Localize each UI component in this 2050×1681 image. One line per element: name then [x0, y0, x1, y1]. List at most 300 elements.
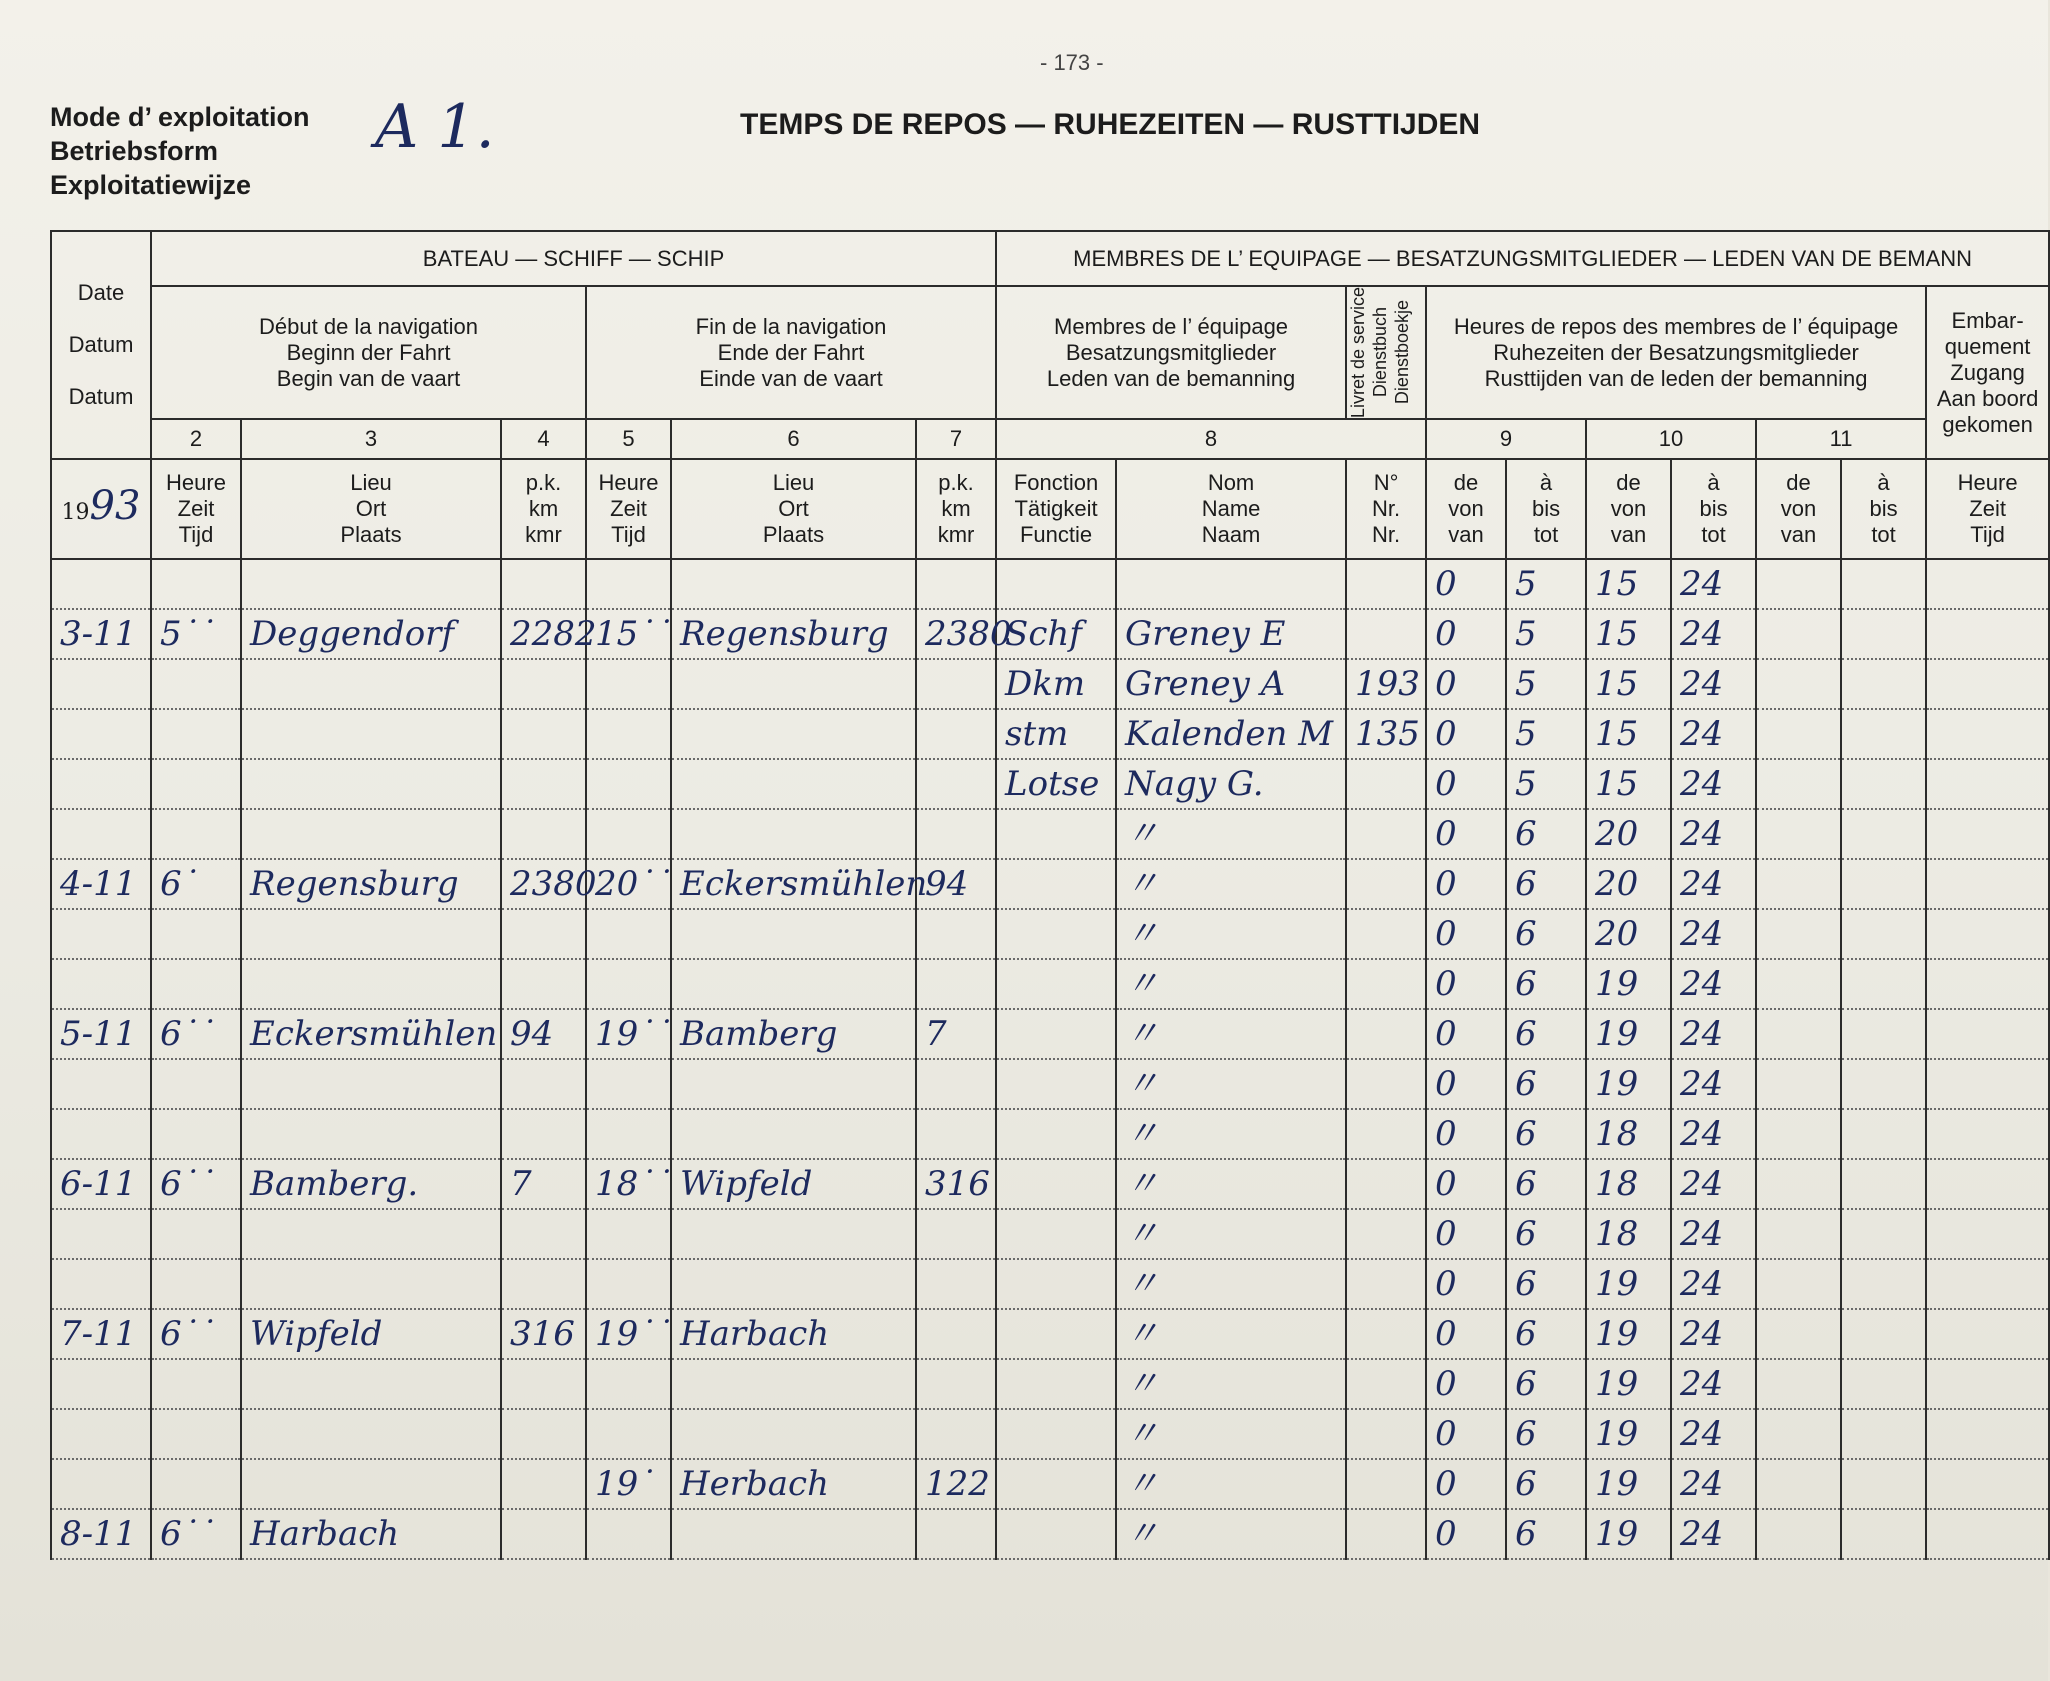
cell-lieu1	[241, 709, 501, 759]
cell-fonction	[996, 1109, 1116, 1159]
cell-r9de: 0	[1426, 559, 1506, 609]
cell-r10de: 18	[1586, 1209, 1671, 1259]
cell-r10de: 19	[1586, 1059, 1671, 1109]
cell-nr	[1346, 809, 1426, 859]
mode-value: A 1.	[375, 92, 495, 162]
cell-lieu1	[241, 1109, 501, 1159]
cell-r9a: 6	[1506, 1009, 1586, 1059]
cell-pk1	[501, 659, 586, 709]
cell-nom: Nagy G.	[1116, 759, 1346, 809]
log-rows	[51, 559, 2049, 1559]
cell-lieu2	[671, 1059, 916, 1109]
cell-empty	[1841, 609, 1926, 659]
cell-r9a: 6	[1506, 1259, 1586, 1309]
cell-nom: 〃	[1116, 1459, 1346, 1509]
cell-lieu1	[241, 759, 501, 809]
cell-heure2	[586, 959, 671, 1009]
table-row	[51, 1159, 2049, 1209]
cell-fonction	[996, 1409, 1116, 1459]
cell-r9de: 0	[1426, 1309, 1506, 1359]
table-row	[51, 1459, 2049, 1509]
cell-pk2: 122	[916, 1459, 996, 1509]
cell-nom: 〃	[1116, 809, 1346, 859]
cell-empty	[1756, 1209, 1841, 1259]
cell-r9a: 6	[1506, 1309, 1586, 1359]
year-cell: 1993	[51, 459, 151, 559]
cell-nr	[1346, 1059, 1426, 1109]
cell-date	[51, 659, 151, 709]
cell-nom: 〃	[1116, 1259, 1346, 1309]
cell-lieu1: Deggendorf	[241, 609, 501, 659]
cell-heure2: 19˙˙	[586, 1309, 671, 1359]
cell-heure1	[151, 809, 241, 859]
cell-lieu1	[241, 1059, 501, 1109]
cell-fonction	[996, 1509, 1116, 1559]
cell-lieu1: Bamberg.	[241, 1159, 501, 1209]
cell-empty	[1756, 809, 1841, 859]
cell-empty	[1926, 909, 2049, 959]
cell-pk1	[501, 1059, 586, 1109]
cell-heure2	[586, 1109, 671, 1159]
cell-r9de: 0	[1426, 1259, 1506, 1309]
cell-r10de: 15	[1586, 659, 1671, 709]
cell-r10de: 19	[1586, 1459, 1671, 1509]
cell-r10a: 24	[1671, 1509, 1756, 1559]
page-title: TEMPS DE REPOS — RUHEZEITEN — RUSTTIJDEN	[740, 108, 1481, 141]
cell-pk1: 2380	[501, 859, 586, 909]
cell-pk2: 2380	[916, 609, 996, 659]
cell-nom	[1116, 559, 1346, 609]
cell-date: 4-11	[51, 859, 151, 909]
cell-r10de: 19	[1586, 1359, 1671, 1409]
cell-heure2	[586, 1359, 671, 1409]
cell-fonction: Schf	[996, 609, 1116, 659]
cell-empty	[1926, 1309, 2049, 1359]
table-row	[51, 1259, 2049, 1309]
cell-empty	[1756, 909, 1841, 959]
cell-pk2	[916, 809, 996, 859]
table-row	[51, 1509, 2049, 1559]
cell-lieu1	[241, 1259, 501, 1309]
cell-date	[51, 1059, 151, 1109]
table-row	[51, 1309, 2049, 1359]
table-row	[51, 709, 2049, 759]
cell-date	[51, 759, 151, 809]
cell-pk1	[501, 1409, 586, 1459]
cell-empty	[1756, 1309, 1841, 1359]
cell-empty	[1841, 1509, 1926, 1559]
cell-pk1	[501, 759, 586, 809]
cell-heure2: 20˙˙	[586, 859, 671, 909]
cell-nom: 〃	[1116, 1059, 1346, 1109]
cell-fonction	[996, 959, 1116, 1009]
cell-r9de: 0	[1426, 1509, 1506, 1559]
cell-lieu1	[241, 809, 501, 859]
cell-r9de: 0	[1426, 1159, 1506, 1209]
cell-nom: 〃	[1116, 1009, 1346, 1059]
cell-pk2	[916, 1359, 996, 1409]
cell-pk2: 316	[916, 1159, 996, 1209]
cell-pk1	[501, 1359, 586, 1409]
cell-pk1	[501, 1209, 586, 1259]
cell-empty	[1926, 759, 2049, 809]
cell-empty	[1756, 1059, 1841, 1109]
cell-nr	[1346, 1459, 1426, 1509]
table-row	[51, 759, 2049, 809]
cell-date	[51, 809, 151, 859]
cell-heure1	[151, 959, 241, 1009]
cell-nr	[1346, 1159, 1426, 1209]
cell-pk1	[501, 1509, 586, 1559]
cell-nr	[1346, 959, 1426, 1009]
cell-r9de: 0	[1426, 909, 1506, 959]
cell-r10a: 24	[1671, 1459, 1756, 1509]
table-row	[51, 959, 2049, 1009]
cell-r10a: 24	[1671, 1009, 1756, 1059]
cell-nom: Greney A	[1116, 659, 1346, 709]
cell-pk2	[916, 959, 996, 1009]
cell-heure2	[586, 909, 671, 959]
cell-heure1	[151, 1109, 241, 1159]
cell-heure1: 6˙˙	[151, 1509, 241, 1559]
cell-nom: 〃	[1116, 859, 1346, 909]
cell-lieu2	[671, 759, 916, 809]
cell-lieu1	[241, 1209, 501, 1259]
cell-pk2	[916, 1109, 996, 1159]
cell-r9de: 0	[1426, 1059, 1506, 1109]
cell-r10a: 24	[1671, 1109, 1756, 1159]
cell-empty	[1926, 959, 2049, 1009]
cell-pk2: 7	[916, 1009, 996, 1059]
cell-r10a: 24	[1671, 759, 1756, 809]
cell-lieu1: Wipfeld	[241, 1309, 501, 1359]
cell-lieu1	[241, 659, 501, 709]
cell-lieu2	[671, 659, 916, 709]
cell-r10de: 19	[1586, 1409, 1671, 1459]
cell-pk1	[501, 959, 586, 1009]
cell-empty	[1841, 1009, 1926, 1059]
cell-empty	[1926, 1109, 2049, 1159]
cell-r10de: 18	[1586, 1109, 1671, 1159]
cell-r9a: 6	[1506, 909, 1586, 959]
cell-r9de: 0	[1426, 1209, 1506, 1259]
cell-r10a: 24	[1671, 1059, 1756, 1109]
cell-empty	[1926, 1159, 2049, 1209]
cell-r10a: 24	[1671, 809, 1756, 859]
cell-fonction	[996, 1159, 1116, 1209]
cell-empty	[1756, 1459, 1841, 1509]
cell-heure1	[151, 1459, 241, 1509]
cell-empty	[1756, 759, 1841, 809]
cell-empty	[1756, 1259, 1841, 1309]
cell-empty	[1756, 659, 1841, 709]
table-row	[51, 1209, 2049, 1259]
date-header: Date Datum Datum	[51, 231, 151, 459]
cell-nr	[1346, 559, 1426, 609]
cell-lieu1: Harbach	[241, 1509, 501, 1559]
cell-empty	[1756, 1159, 1841, 1209]
cell-heure2	[586, 759, 671, 809]
cell-date	[51, 959, 151, 1009]
cell-heure1: 6˙˙	[151, 1009, 241, 1059]
cell-pk1: 2282	[501, 609, 586, 659]
cell-nom: 〃	[1116, 1309, 1346, 1359]
mode-label: Mode d’ exploitation Betriebsform Exploitatiewijze	[50, 102, 310, 200]
cell-empty	[1756, 709, 1841, 759]
cell-empty	[1841, 1309, 1926, 1359]
cell-pk2: 94	[916, 859, 996, 909]
table-row	[51, 1059, 2049, 1109]
heures-repos-header: Heures de repos des membres de l’ équipage Ruhezeiten der Besatzungsmitglieder Rusttijden van de leden der bemanning	[1426, 286, 1926, 419]
cell-lieu2: Eckersmühlen	[671, 859, 916, 909]
cell-fonction	[996, 559, 1116, 609]
cell-r9a: 5	[1506, 559, 1586, 609]
cell-r10de: 15	[1586, 759, 1671, 809]
cell-lieu2	[671, 1359, 916, 1409]
cell-nr	[1346, 859, 1426, 909]
cell-r10de: 20	[1586, 809, 1671, 859]
cell-empty	[1841, 659, 1926, 709]
cell-nom: 〃	[1116, 1509, 1346, 1559]
cell-r10a: 24	[1671, 709, 1756, 759]
cell-r10a: 24	[1671, 659, 1756, 709]
cell-lieu2	[671, 559, 916, 609]
cell-nom: 〃	[1116, 1409, 1346, 1459]
cell-r9a: 6	[1506, 859, 1586, 909]
sub-header-row: 1993 Heure Zeit Tijd Lieu Ort Plaats p.k. km kmr Heure Zeit Tijd Lieu Ort Plaats p.k. km kmr Fonction Tätigkeit Functie Nom Name Naam N° Nr. Nr. de von van à bis tot de von van à bis tot de von van à bis tot Heure Zeit Tijd	[51, 459, 2049, 559]
cell-date: 6-11	[51, 1159, 151, 1209]
cell-lieu1	[241, 909, 501, 959]
cell-nom: 〃	[1116, 1359, 1346, 1409]
cell-empty	[1841, 909, 1926, 959]
cell-empty	[1926, 1209, 2049, 1259]
cell-empty	[1841, 1459, 1926, 1509]
cell-lieu1: Eckersmühlen	[241, 1009, 501, 1059]
cell-empty	[1926, 609, 2049, 659]
cell-r9a: 6	[1506, 1509, 1586, 1559]
cell-r10a: 24	[1671, 1409, 1756, 1459]
cell-heure2: 18˙˙	[586, 1159, 671, 1209]
cell-empty	[1926, 1409, 2049, 1459]
cell-lieu2	[671, 809, 916, 859]
cell-nr	[1346, 1259, 1426, 1309]
cell-heure1	[151, 1059, 241, 1109]
cell-r10de: 19	[1586, 1259, 1671, 1309]
cell-empty	[1841, 1159, 1926, 1209]
cell-lieu2: Wipfeld	[671, 1159, 916, 1209]
cell-pk2	[916, 1259, 996, 1309]
cell-lieu2	[671, 1259, 916, 1309]
cell-pk1	[501, 809, 586, 859]
page-number: - 173 -	[1040, 50, 1104, 75]
cell-heure2	[586, 1259, 671, 1309]
cell-empty	[1926, 559, 2049, 609]
cell-r9a: 6	[1506, 1209, 1586, 1259]
cell-pk2	[916, 759, 996, 809]
table-row	[51, 809, 2049, 859]
cell-fonction	[996, 1309, 1116, 1359]
cell-r9a: 6	[1506, 959, 1586, 1009]
cell-lieu1	[241, 559, 501, 609]
cell-date	[51, 1109, 151, 1159]
cell-heure1: 6˙˙	[151, 1309, 241, 1359]
cell-heure1	[151, 709, 241, 759]
cell-fonction	[996, 809, 1116, 859]
cell-pk2	[916, 1309, 996, 1359]
cell-empty	[1841, 859, 1926, 909]
cell-r9de: 0	[1426, 959, 1506, 1009]
cell-heure1	[151, 1409, 241, 1459]
cell-empty	[1841, 1209, 1926, 1259]
cell-r9a: 6	[1506, 1159, 1586, 1209]
cell-heure2: 19˙	[586, 1459, 671, 1509]
cell-empty	[1756, 1109, 1841, 1159]
cell-fonction	[996, 1059, 1116, 1109]
cell-pk2	[916, 1509, 996, 1559]
cell-r10de: 20	[1586, 909, 1671, 959]
cell-date	[51, 909, 151, 959]
cell-pk2	[916, 559, 996, 609]
cell-fonction	[996, 1359, 1116, 1409]
column-numbers-row: 2 3 4 5 6 7 8 9 10 11	[51, 419, 2049, 459]
cell-heure1	[151, 659, 241, 709]
cell-empty	[1841, 1359, 1926, 1409]
cell-empty	[1926, 1459, 2049, 1509]
cell-empty	[1841, 559, 1926, 609]
cell-empty	[1841, 809, 1926, 859]
cell-date	[51, 559, 151, 609]
cell-lieu2	[671, 959, 916, 1009]
cell-heure2	[586, 709, 671, 759]
table-row	[51, 1009, 2049, 1059]
membres-header: MEMBRES DE L’ EQUIPAGE — BESATZUNGSMITGLIEDER — LEDEN VAN DE BEMANN	[996, 231, 2049, 286]
cell-pk1	[501, 909, 586, 959]
cell-pk1	[501, 559, 586, 609]
cell-r10a: 24	[1671, 1259, 1756, 1309]
cell-heure2	[586, 659, 671, 709]
table-row	[51, 1409, 2049, 1459]
cell-heure2	[586, 1209, 671, 1259]
cell-pk2	[916, 659, 996, 709]
cell-r9de: 0	[1426, 1109, 1506, 1159]
cell-r10de: 19	[1586, 959, 1671, 1009]
cell-fonction: Lotse	[996, 759, 1116, 809]
cell-lieu2: Herbach	[671, 1459, 916, 1509]
membres-sub-header: Membres de l’ équipage Besatzungsmitglieder Leden van de bemanning	[996, 286, 1346, 419]
cell-r10de: 20	[1586, 859, 1671, 909]
cell-r9de: 0	[1426, 1459, 1506, 1509]
cell-heure2	[586, 809, 671, 859]
cell-empty	[1841, 759, 1926, 809]
livret-header: Livret de service Dienstbuch Dienstboekje	[1346, 286, 1426, 419]
cell-pk1: 94	[501, 1009, 586, 1059]
cell-r9a: 6	[1506, 1109, 1586, 1159]
cell-r9de: 0	[1426, 609, 1506, 659]
cell-r9de: 0	[1426, 859, 1506, 909]
cell-pk2	[916, 1209, 996, 1259]
cell-r10a: 24	[1671, 859, 1756, 909]
cell-empty	[1756, 1359, 1841, 1409]
cell-nr	[1346, 1359, 1426, 1409]
cell-r10a: 24	[1671, 1209, 1756, 1259]
cell-fonction: stm	[996, 709, 1116, 759]
cell-heure1	[151, 759, 241, 809]
cell-r9a: 6	[1506, 1409, 1586, 1459]
cell-heure1: 6˙	[151, 859, 241, 909]
cell-date	[51, 1409, 151, 1459]
cell-heure1	[151, 559, 241, 609]
embarquement-header: Embar- quement Zugang Aan boord gekomen	[1926, 286, 2049, 459]
cell-empty	[1926, 1009, 2049, 1059]
cell-empty	[1841, 709, 1926, 759]
cell-r10a: 24	[1671, 909, 1756, 959]
cell-nr	[1346, 609, 1426, 659]
cell-pk2	[916, 909, 996, 959]
cell-fonction	[996, 1259, 1116, 1309]
fin-header: Fin de la navigation Ende der Fahrt Einde van de vaart	[586, 286, 996, 419]
cell-r10de: 15	[1586, 709, 1671, 759]
cell-nr	[1346, 909, 1426, 959]
cell-r9a: 6	[1506, 1459, 1586, 1509]
cell-r9de: 0	[1426, 709, 1506, 759]
cell-r10de: 15	[1586, 609, 1671, 659]
cell-pk1	[501, 709, 586, 759]
cell-date	[51, 709, 151, 759]
cell-lieu2	[671, 1509, 916, 1559]
cell-date	[51, 1359, 151, 1409]
cell-lieu1	[241, 1359, 501, 1409]
cell-empty	[1841, 1259, 1926, 1309]
table-row	[51, 1109, 2049, 1159]
cell-empty	[1926, 659, 2049, 709]
cell-pk2	[916, 709, 996, 759]
cell-nr	[1346, 1109, 1426, 1159]
cell-empty	[1841, 1059, 1926, 1109]
cell-r9de: 0	[1426, 659, 1506, 709]
table-row	[51, 1359, 2049, 1409]
cell-date: 5-11	[51, 1009, 151, 1059]
cell-heure2	[586, 1409, 671, 1459]
cell-r10de: 19	[1586, 1309, 1671, 1359]
cell-lieu2	[671, 1409, 916, 1459]
cell-nom: Kalenden M	[1116, 709, 1346, 759]
cell-heure2: 15˙˙	[586, 609, 671, 659]
cell-lieu2: Harbach	[671, 1309, 916, 1359]
bateau-header: BATEAU — SCHIFF — SCHIP	[151, 231, 996, 286]
cell-r9a: 6	[1506, 1059, 1586, 1109]
cell-r9de: 0	[1426, 1009, 1506, 1059]
cell-fonction	[996, 1009, 1116, 1059]
rest-times-table	[50, 230, 2050, 1560]
cell-empty	[1926, 1059, 2049, 1109]
cell-r10de: 19	[1586, 1009, 1671, 1059]
cell-heure2	[586, 559, 671, 609]
cell-nom: 〃	[1116, 909, 1346, 959]
table-row	[51, 609, 2049, 659]
cell-nr	[1346, 1009, 1426, 1059]
cell-r9de: 0	[1426, 759, 1506, 809]
cell-r9de: 0	[1426, 809, 1506, 859]
debut-header: Début de la navigation Beginn der Fahrt Begin van de vaart	[151, 286, 586, 419]
cell-heure1: 6˙˙	[151, 1159, 241, 1209]
cell-r10a: 24	[1671, 959, 1756, 1009]
table-row	[51, 909, 2049, 959]
cell-date	[51, 1209, 151, 1259]
cell-pk2	[916, 1409, 996, 1459]
cell-lieu2	[671, 1209, 916, 1259]
cell-r10a: 24	[1671, 559, 1756, 609]
cell-r9a: 6	[1506, 809, 1586, 859]
